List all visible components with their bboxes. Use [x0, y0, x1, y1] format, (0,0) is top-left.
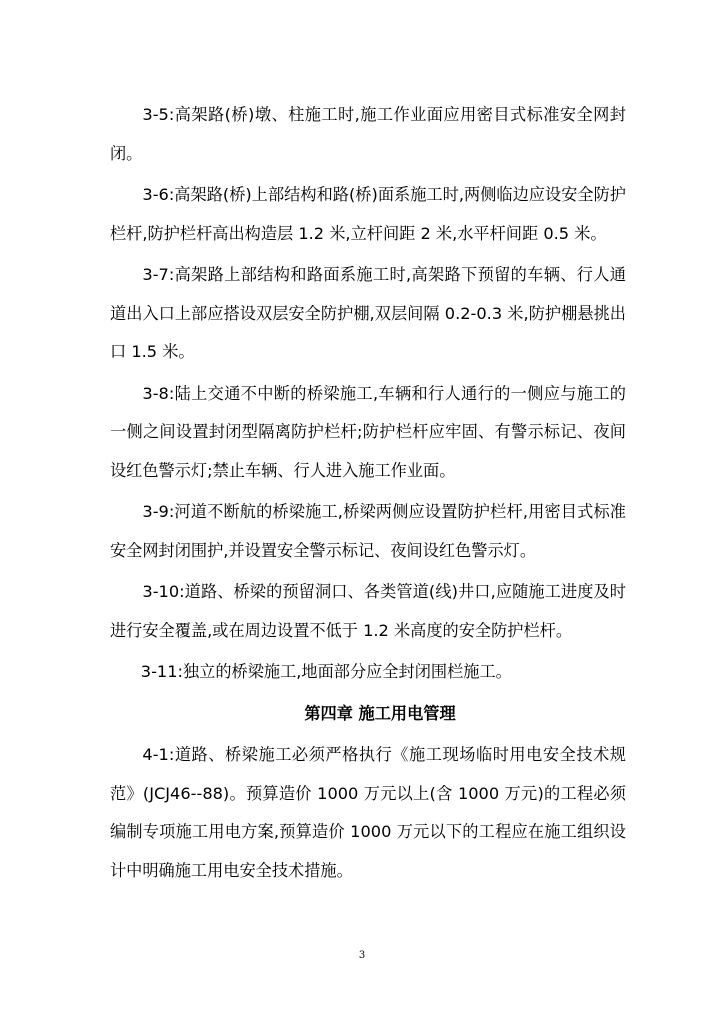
chapter-title: 第四章 施工用电管理 [304, 703, 456, 723]
paragraph-4-1: 4-1:道路、桥梁施工必须严格执行《施工现场临时用电安全技术规范》(JCJ46--88)。预算造价 1000 万元以上(含 1000 万元)的工程必须编制专项施工用电方案,预算造价 1000 万元以下的工程应在施工组织设计中明确施工用电安全技术措施。 [110, 745, 626, 880]
paragraph-3-9: 3-9:河道不断航的桥梁施工,桥梁两侧应设置防护栏杆,用密目式标准安全网封闭围护,并设置安全警示标记、夜间设红色警示灯。 [110, 502, 626, 560]
paragraph-3-5: 3-5:高架路(桥)墩、柱施工时,施工作业面应用密目式标准安全网封闭。 [110, 105, 626, 163]
paragraph-3-10: 3-10:道路、桥梁的预留洞口、各类管道(线)井口,应随施工进度及时进行安全覆盖,或在周边设置不低于 1.2 米高度的安全防护栏杆。 [110, 582, 626, 640]
page-number: 3 [358, 950, 366, 961]
paragraph-3-6: 3-6:高架路(桥)上部结构和路(桥)面系施工时,两侧临边应设安全防护栏杆,防护栏杆高出构造层 1.2 米,立杆间距 2 米,水平杆间距 0.5 米。 [110, 185, 626, 243]
paragraph-3-7: 3-7:高架路上部结构和路面系施工时,高架路下预留的车辆、行人通道出入口上部应搭设双层安全防护棚,双层间隔 0.2-0.3 米,防护棚悬挑出口 1.5 米。 [110, 265, 626, 361]
document-body [110, 96, 626, 893]
paragraph-3-8: 3-8:陆上交通不中断的桥梁施工,车辆和行人通行的一侧应与施工的一侧之间设置封闭型隔离防护栏杆;防护栏杆应牢固、有警示标记、夜间设红色警示灯;禁止车辆、行人进入施工作业面。 [110, 383, 626, 480]
paragraph-3-11: 3-11:独立的桥梁施工,地面部分应全封闭围栏施工。 [140, 662, 512, 681]
